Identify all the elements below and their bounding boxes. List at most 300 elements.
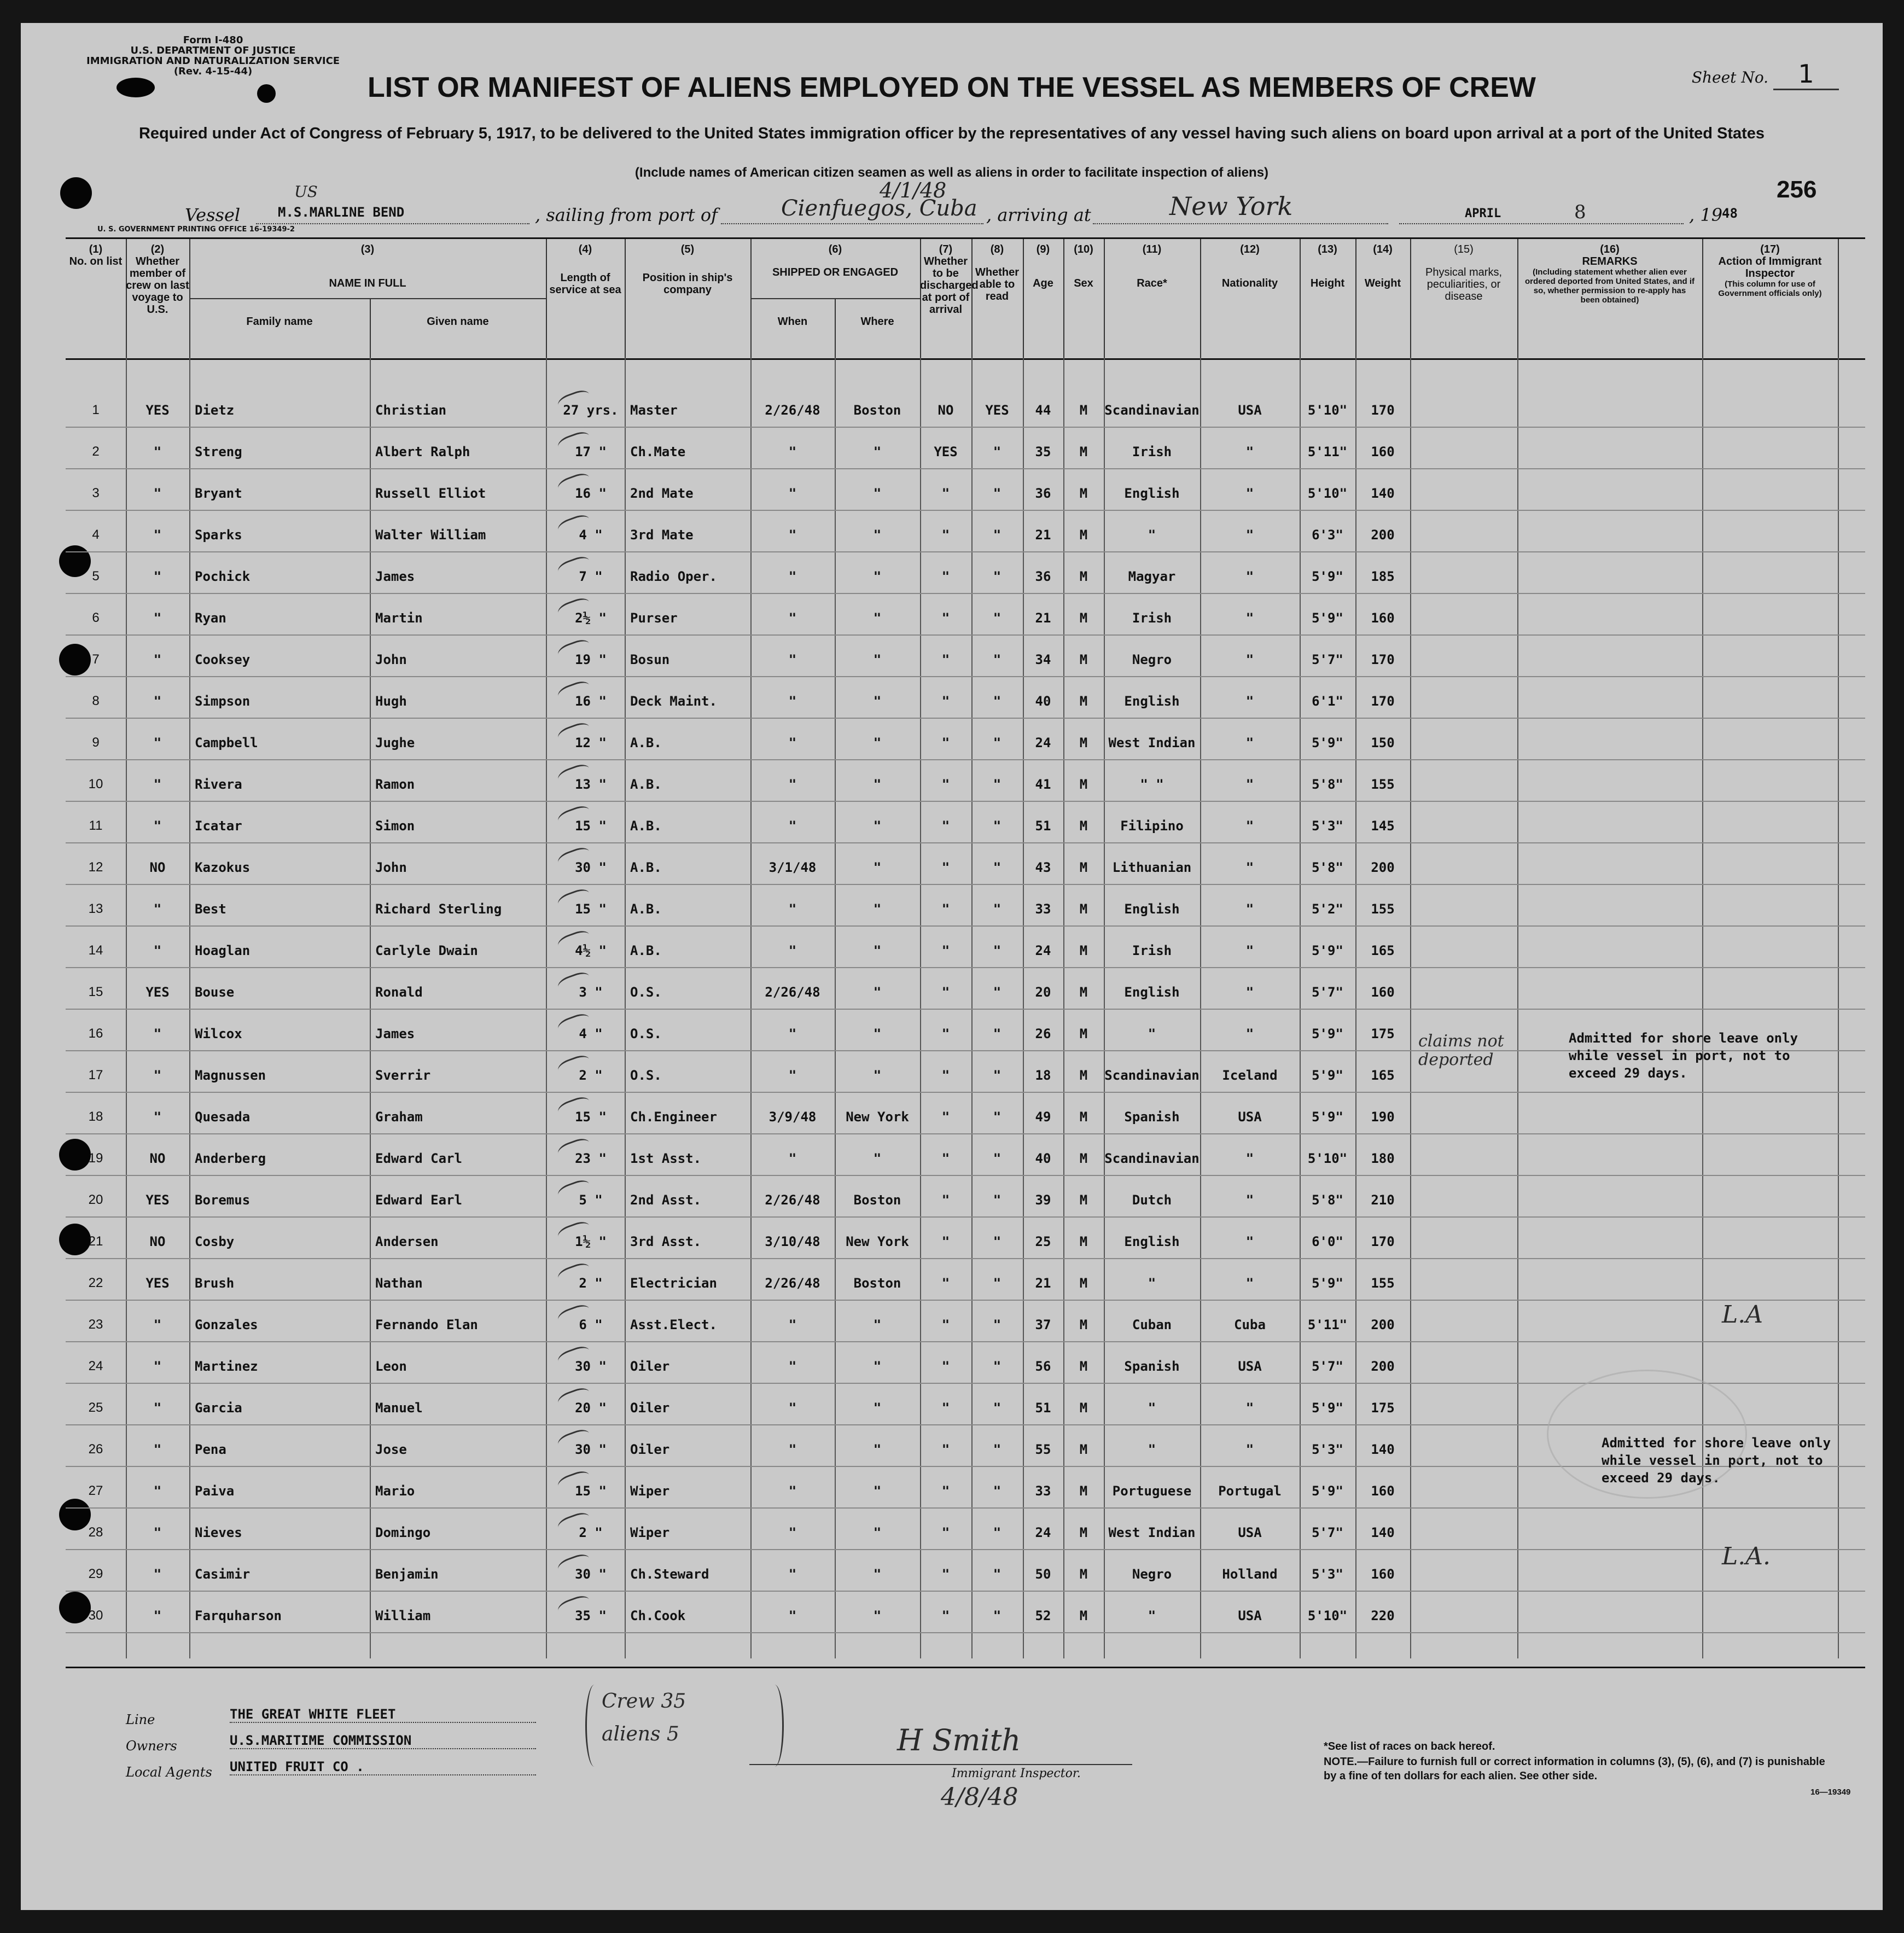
cell-sex: M: [1079, 1192, 1088, 1208]
cell-disch: ": [941, 1109, 950, 1125]
cell-disch: ": [941, 943, 950, 958]
cell-read: ": [993, 860, 1002, 875]
cell-sex: M: [1079, 569, 1088, 584]
cell-nat: ": [1245, 901, 1254, 917]
cell-no: 7: [92, 652, 100, 667]
remark-row-17: Admitted for shore leave only while vessel in port, not to exceed 29 days.: [1569, 1030, 1798, 1081]
cell-where: ": [873, 1317, 882, 1332]
cell-height: 5'9": [1312, 1483, 1343, 1499]
cell-position: Wiper: [630, 1525, 670, 1540]
cell-service: 7 ": [579, 569, 603, 584]
cell-nat: ": [1245, 1234, 1254, 1249]
cell-weight: 140: [1371, 1525, 1395, 1540]
year-prefix: , 19: [1689, 205, 1723, 225]
arrival-month: APRIL: [1465, 207, 1501, 220]
subtitle-note: (Include names of American citizen seamen as well as aliens in order to facilitate inspection of aliens): [634, 165, 1269, 180]
given-name-header: Given name: [427, 316, 489, 328]
table-row: [66, 468, 1865, 511]
cell-disch: ": [941, 1192, 950, 1208]
cell-service: 2 ": [579, 1068, 603, 1083]
cell-where: ": [873, 694, 882, 709]
table-row: [66, 1175, 1865, 1218]
cell-nat: ": [1245, 444, 1254, 459]
cell-when: ": [788, 1525, 797, 1540]
cell-family: Quesada: [195, 1109, 251, 1125]
cell-given: John: [375, 652, 407, 667]
cell-nat: ": [1245, 1276, 1254, 1291]
cell-disch: ": [941, 527, 950, 543]
cell-family: Campbell: [195, 735, 258, 750]
cell-sex: M: [1079, 403, 1088, 418]
from-date: 4/1/48: [880, 178, 947, 202]
col-2-header: (2) Whether member of crew on last voyage to U.S.: [126, 239, 190, 358]
cell-race: English: [1124, 694, 1180, 709]
cell-disch: ": [941, 735, 950, 750]
cell-height: 5'7": [1312, 652, 1343, 667]
table-row: [66, 1300, 1865, 1342]
cell-last: NO: [149, 1151, 166, 1166]
cell-race: ": [1148, 527, 1156, 543]
cell-service: 20 ": [575, 1400, 607, 1416]
cell-age: 50: [1035, 1567, 1051, 1582]
cell-read: ": [993, 610, 1002, 626]
cell-disch: YES: [934, 444, 958, 459]
cell-height: 5'10": [1307, 486, 1348, 501]
table-row: [66, 1549, 1865, 1592]
cell-disch: ": [941, 1234, 950, 1249]
cell-nat: Holland: [1222, 1567, 1278, 1582]
cell-read: ": [993, 652, 1002, 667]
cell-where: ": [873, 1151, 882, 1166]
cell-given: James: [375, 1026, 415, 1041]
table-row: [66, 385, 1865, 428]
cell-service: 15 ": [575, 1109, 607, 1125]
cell-when: 2/26/48: [765, 1276, 820, 1291]
cell-age: 25: [1035, 1234, 1051, 1249]
cell-nat: ": [1245, 1192, 1254, 1208]
cell-where: ": [873, 1068, 882, 1083]
cell-nat: ": [1245, 1151, 1254, 1166]
cell-age: 44: [1035, 403, 1051, 418]
line-value: THE GREAT WHITE FLEET: [230, 1707, 536, 1723]
cell-last: ": [153, 1026, 162, 1041]
cell-age: 20: [1035, 985, 1051, 1000]
cell-family: Brush: [195, 1276, 235, 1291]
cell-service: 12 ": [575, 735, 607, 750]
cell-position: 2nd Asst.: [630, 1192, 702, 1208]
cell-weight: 175: [1371, 1026, 1395, 1041]
cell-height: 5'10": [1307, 403, 1348, 418]
cell-last: ": [153, 1442, 162, 1457]
cell-when: ": [788, 1608, 797, 1623]
table-row: [66, 1507, 1865, 1550]
cell-where: ": [873, 818, 882, 834]
cell-disch: ": [941, 1483, 950, 1499]
subtitle: Required under Act of Congress of February 5, 1917, to be delivered to the United States immigration officer by the representatives of any vessel having such aliens on board upon arrival at a port of the United States: [138, 125, 1765, 142]
vessel-name: M.S.MARLINE BEND: [278, 205, 405, 220]
cell-nat: USA: [1238, 1359, 1262, 1374]
cell-read: ": [993, 1317, 1002, 1332]
arrival-day: 8: [1574, 201, 1586, 223]
inspector-action-row-29: L.A.: [1722, 1542, 1771, 1570]
cell-disch: ": [941, 818, 950, 834]
cell-sex: M: [1079, 1234, 1088, 1249]
col-11-header: (11) Race*: [1104, 239, 1201, 358]
cell-no: 9: [92, 735, 100, 750]
cell-race: " ": [1140, 777, 1164, 792]
cell-position: Oiler: [630, 1400, 670, 1416]
cell-age: 21: [1035, 527, 1051, 543]
cell-position: O.S.: [630, 985, 662, 1000]
cell-service: 16 ": [575, 486, 607, 501]
cell-age: 36: [1035, 486, 1051, 501]
cell-position: Master: [630, 403, 678, 418]
cell-disch: ": [941, 1026, 950, 1041]
penalty-note: NOTE.—Failure to furnish full or correct information in columns (3), (5), (6), and (7) is punishable by a fine of ten dollars for each alien. See other side.: [1324, 1756, 1825, 1782]
cell-nat: ": [1245, 652, 1254, 667]
cell-service: 4½ ": [575, 943, 607, 958]
cell-service: 2 ": [579, 1525, 603, 1540]
cell-weight: 170: [1371, 694, 1395, 709]
cell-read: ": [993, 486, 1002, 501]
cell-disch: ": [941, 985, 950, 1000]
cell-where: Boston: [853, 403, 901, 418]
cell-family: Icatar: [195, 818, 242, 834]
cell-position: 1st Asst.: [630, 1151, 702, 1166]
cell-position: A.B.: [630, 777, 662, 792]
cell-height: 5'11": [1307, 444, 1348, 459]
cell-no: 29: [88, 1567, 103, 1581]
cell-height: 5'10": [1307, 1608, 1348, 1623]
cell-height: 5'9": [1312, 943, 1343, 958]
cell-sex: M: [1079, 901, 1088, 917]
cell-no: 15: [88, 985, 103, 999]
cell-family: Pochick: [195, 569, 251, 584]
cell-given: Leon: [375, 1359, 407, 1374]
cell-sex: M: [1079, 1525, 1088, 1540]
cell-height: 5'10": [1307, 1151, 1348, 1166]
cell-given: Ronald: [375, 985, 423, 1000]
cell-height: 5'9": [1312, 1068, 1343, 1083]
arrival-year: 48: [1722, 206, 1738, 221]
inspector-signature: H Smith: [897, 1723, 1021, 1757]
cell-nat: USA: [1238, 1109, 1262, 1125]
cell-weight: 185: [1371, 569, 1395, 584]
form-code: 16—19349: [1810, 1788, 1851, 1797]
cell-read: ": [993, 1400, 1002, 1416]
cell-race: ": [1148, 1400, 1156, 1416]
cell-given: Domingo: [375, 1525, 431, 1540]
cell-position: Bosun: [630, 652, 670, 667]
cell-nat: ": [1245, 985, 1254, 1000]
cell-sex: M: [1079, 1442, 1088, 1457]
cell-read: ": [993, 569, 1002, 584]
cell-race: Dutch: [1132, 1192, 1172, 1208]
cell-sex: M: [1079, 1068, 1088, 1083]
cell-family: Nieves: [195, 1525, 242, 1540]
cell-age: 43: [1035, 860, 1051, 875]
col-15-header: (15) Physical marks, peculiarities, or disease: [1410, 239, 1518, 358]
cell-sex: M: [1079, 1109, 1088, 1125]
cell-disch: ": [941, 1151, 950, 1166]
cell-last: ": [153, 527, 162, 543]
cell-position: A.B.: [630, 943, 662, 958]
cell-given: James: [375, 569, 415, 584]
cell-when: ": [788, 1151, 797, 1166]
cell-weight: 140: [1371, 1442, 1395, 1457]
cell-given: John: [375, 860, 407, 875]
cell-sex: M: [1079, 818, 1088, 834]
sheet-number: Sheet No. 1: [1692, 59, 1839, 90]
cell-when: ": [788, 610, 797, 626]
table-row: [66, 801, 1865, 843]
cell-age: 24: [1035, 735, 1051, 750]
col-12-header: (12) Nationality: [1200, 239, 1301, 358]
table-row: [66, 1258, 1865, 1301]
cell-given: Simon: [375, 818, 415, 834]
cell-last: ": [153, 1109, 162, 1125]
cell-nat: Cuba: [1234, 1317, 1266, 1332]
cell-position: Oiler: [630, 1442, 670, 1457]
cell-read: ": [993, 527, 1002, 543]
cell-service: 15 ": [575, 1483, 607, 1499]
cell-position: Ch.Steward: [630, 1567, 709, 1582]
cell-where: Boston: [853, 1192, 901, 1208]
cell-where: ": [873, 1483, 882, 1499]
cell-disch: ": [941, 1608, 950, 1623]
cell-race: Spanish: [1124, 1359, 1180, 1374]
cell-where: ": [873, 1525, 882, 1540]
cell-weight: 180: [1371, 1151, 1395, 1166]
cell-last: ": [153, 1483, 162, 1499]
cell-where: ": [873, 860, 882, 875]
cell-weight: 155: [1371, 777, 1395, 792]
cell-last: ": [153, 1068, 162, 1083]
cell-weight: 210: [1371, 1192, 1395, 1208]
cell-race: ": [1148, 1442, 1156, 1457]
binder-hole: [60, 177, 92, 209]
cell-family: Dietz: [195, 403, 235, 418]
cell-position: A.B.: [630, 901, 662, 917]
cell-race: Scandinavian: [1104, 403, 1200, 418]
cell-service: 1½ ": [575, 1234, 607, 1249]
cell-no: 4: [92, 527, 100, 542]
cell-nat: ": [1245, 943, 1254, 958]
cell-position: 3rd Asst.: [630, 1234, 702, 1249]
cell-given: Jose: [375, 1442, 407, 1457]
cell-disch: ": [941, 486, 950, 501]
cell-last: ": [153, 777, 162, 792]
cell-weight: 170: [1371, 1234, 1395, 1249]
cell-disch: ": [941, 694, 950, 709]
cell-given: Manuel: [375, 1400, 423, 1416]
cell-given: Jughe: [375, 735, 415, 750]
cell-weight: 160: [1371, 1567, 1395, 1582]
cell-age: 24: [1035, 1525, 1051, 1540]
cell-race: ": [1148, 1608, 1156, 1623]
cell-family: Kazokus: [195, 860, 251, 875]
cell-service: 30 ": [575, 1567, 607, 1582]
cell-last: ": [153, 1317, 162, 1332]
cell-no: 1: [92, 403, 100, 417]
cell-last: ": [153, 444, 162, 459]
cell-family: Farquharson: [195, 1608, 282, 1623]
cell-height: 5'9": [1312, 735, 1343, 750]
cell-last: ": [153, 1608, 162, 1623]
cell-weight: 200: [1371, 1359, 1395, 1374]
page-title: LIST OR MANIFEST OF ALIENS EMPLOYED ON THE VESSEL AS MEMBERS OF CREW: [368, 72, 1536, 103]
cell-position: 2nd Mate: [630, 486, 694, 501]
cell-given: Ramon: [375, 777, 415, 792]
cell-where: ": [873, 610, 882, 626]
cell-age: 40: [1035, 694, 1051, 709]
stamp-number: 256: [1777, 176, 1817, 203]
cell-age: 33: [1035, 1483, 1051, 1499]
cell-sex: M: [1079, 735, 1088, 750]
cell-race: West Indian: [1108, 1525, 1196, 1540]
cell-service: 2 ": [579, 1276, 603, 1291]
cell-service: 6 ": [579, 1317, 603, 1332]
cell-weight: 175: [1371, 1400, 1395, 1416]
cell-position: O.S.: [630, 1068, 662, 1083]
cell-weight: 200: [1371, 860, 1395, 875]
cell-sex: M: [1079, 777, 1088, 792]
cell-service: 3 ": [579, 985, 603, 1000]
cell-where: ": [873, 486, 882, 501]
cell-service: 30 ": [575, 860, 607, 875]
cell-when: 3/9/48: [768, 1109, 817, 1125]
cell-weight: 145: [1371, 818, 1395, 834]
cell-nat: ": [1245, 735, 1254, 750]
cell-sex: M: [1079, 860, 1088, 875]
cell-read: ": [993, 735, 1002, 750]
cell-sex: M: [1079, 527, 1088, 543]
cell-when: ": [788, 1026, 797, 1041]
cell-family: Simpson: [195, 694, 251, 709]
cell-weight: 200: [1371, 1317, 1395, 1332]
table-row: [66, 634, 1865, 677]
cell-where: ": [873, 1442, 882, 1457]
cell-sex: M: [1079, 1026, 1088, 1041]
cell-family: Wilcox: [195, 1026, 242, 1041]
cell-disch: ": [941, 569, 950, 584]
cell-last: YES: [145, 985, 170, 1000]
cell-when: ": [788, 901, 797, 917]
cell-disch: ": [941, 1400, 950, 1416]
col-13-header: (13) Height: [1300, 239, 1356, 358]
cell-weight: 170: [1371, 403, 1395, 418]
cell-read: ": [993, 1109, 1002, 1125]
owners-value: U.S.MARITIME COMMISSION: [230, 1733, 536, 1749]
table-row: [66, 842, 1865, 885]
cell-race: English: [1124, 1234, 1180, 1249]
cell-sex: M: [1079, 1483, 1088, 1499]
cell-read: ": [993, 943, 1002, 958]
cell-service: 27 yrs.: [563, 403, 619, 418]
claim-note: claims not deported: [1418, 1032, 1504, 1069]
cell-where: Boston: [853, 1276, 901, 1291]
cell-family: Best: [195, 901, 226, 917]
cell-when: 2/26/48: [765, 1192, 820, 1208]
cell-height: 6'1": [1312, 694, 1343, 709]
cell-given: Edward Earl: [375, 1192, 462, 1208]
cell-family: Magnussen: [195, 1068, 266, 1083]
cell-service: 30 ": [575, 1359, 607, 1374]
cell-age: 24: [1035, 943, 1051, 958]
cell-sex: M: [1079, 610, 1088, 626]
cell-nat: ": [1245, 486, 1254, 501]
cell-read: ": [993, 901, 1002, 917]
cell-read: ": [993, 777, 1002, 792]
cell-age: 21: [1035, 1276, 1051, 1291]
cell-no: 5: [92, 569, 100, 584]
cell-no: 16: [88, 1026, 103, 1041]
cell-where: New York: [846, 1234, 909, 1249]
col-5-header: (5) Position in ship's company: [625, 239, 752, 358]
col-4-header: (4) Length of service at sea: [546, 239, 626, 358]
cell-height: 5'7": [1312, 985, 1343, 1000]
cell-no: 13: [88, 901, 103, 916]
cell-nat: ": [1245, 818, 1254, 834]
cell-last: ": [153, 818, 162, 834]
cell-age: 36: [1035, 569, 1051, 584]
cell-last: ": [153, 1359, 162, 1374]
cell-when: ": [788, 818, 797, 834]
cell-age: 21: [1035, 610, 1051, 626]
cell-when: 3/1/48: [768, 860, 817, 875]
cell-position: Purser: [630, 610, 678, 626]
cell-read: ": [993, 1151, 1002, 1166]
cell-last: YES: [145, 1276, 170, 1291]
cell-disch: ": [941, 652, 950, 667]
cell-when: ": [788, 527, 797, 543]
cell-when: ": [788, 652, 797, 667]
cell-nat: USA: [1238, 1608, 1262, 1623]
cell-age: 34: [1035, 652, 1051, 667]
agents-value: UNITED FRUIT CO .: [230, 1759, 536, 1775]
cell-when: ": [788, 444, 797, 459]
cell-family: Sparks: [195, 527, 242, 543]
cell-sex: M: [1079, 1151, 1088, 1166]
col-6-header: (6) SHIPPED OR ENGAGED: [750, 239, 921, 358]
cell-where: ": [873, 1608, 882, 1623]
cell-given: Russell Elliot: [375, 486, 486, 501]
col-7-header: (7) Whether to be discharged at port of arrival: [920, 239, 973, 358]
inspection-seal: [1547, 1370, 1747, 1499]
table-row: [66, 593, 1865, 636]
cell-position: O.S.: [630, 1026, 662, 1041]
cell-sex: M: [1079, 652, 1088, 667]
cell-given: Mario: [375, 1483, 415, 1499]
cell-disch: ": [941, 1359, 950, 1374]
cell-race: Magyar: [1128, 569, 1176, 584]
cell-position: A.B.: [630, 818, 662, 834]
where-header: Where: [860, 316, 894, 328]
cell-last: ": [153, 610, 162, 626]
cell-no: 18: [88, 1109, 103, 1124]
table-row: [66, 967, 1865, 1010]
cell-weight: 160: [1371, 444, 1395, 459]
cell-given: Hugh: [375, 694, 407, 709]
arriving-label: , arriving at: [986, 205, 1091, 225]
cell-given: Christian: [375, 403, 447, 418]
cell-nat: ": [1245, 694, 1254, 709]
cell-no: 24: [88, 1359, 103, 1373]
line-label: Line: [126, 1712, 155, 1727]
cell-disch: ": [941, 610, 950, 626]
cell-position: Ch.Engineer: [630, 1109, 717, 1125]
manifest-footer: [66, 1667, 1865, 1903]
